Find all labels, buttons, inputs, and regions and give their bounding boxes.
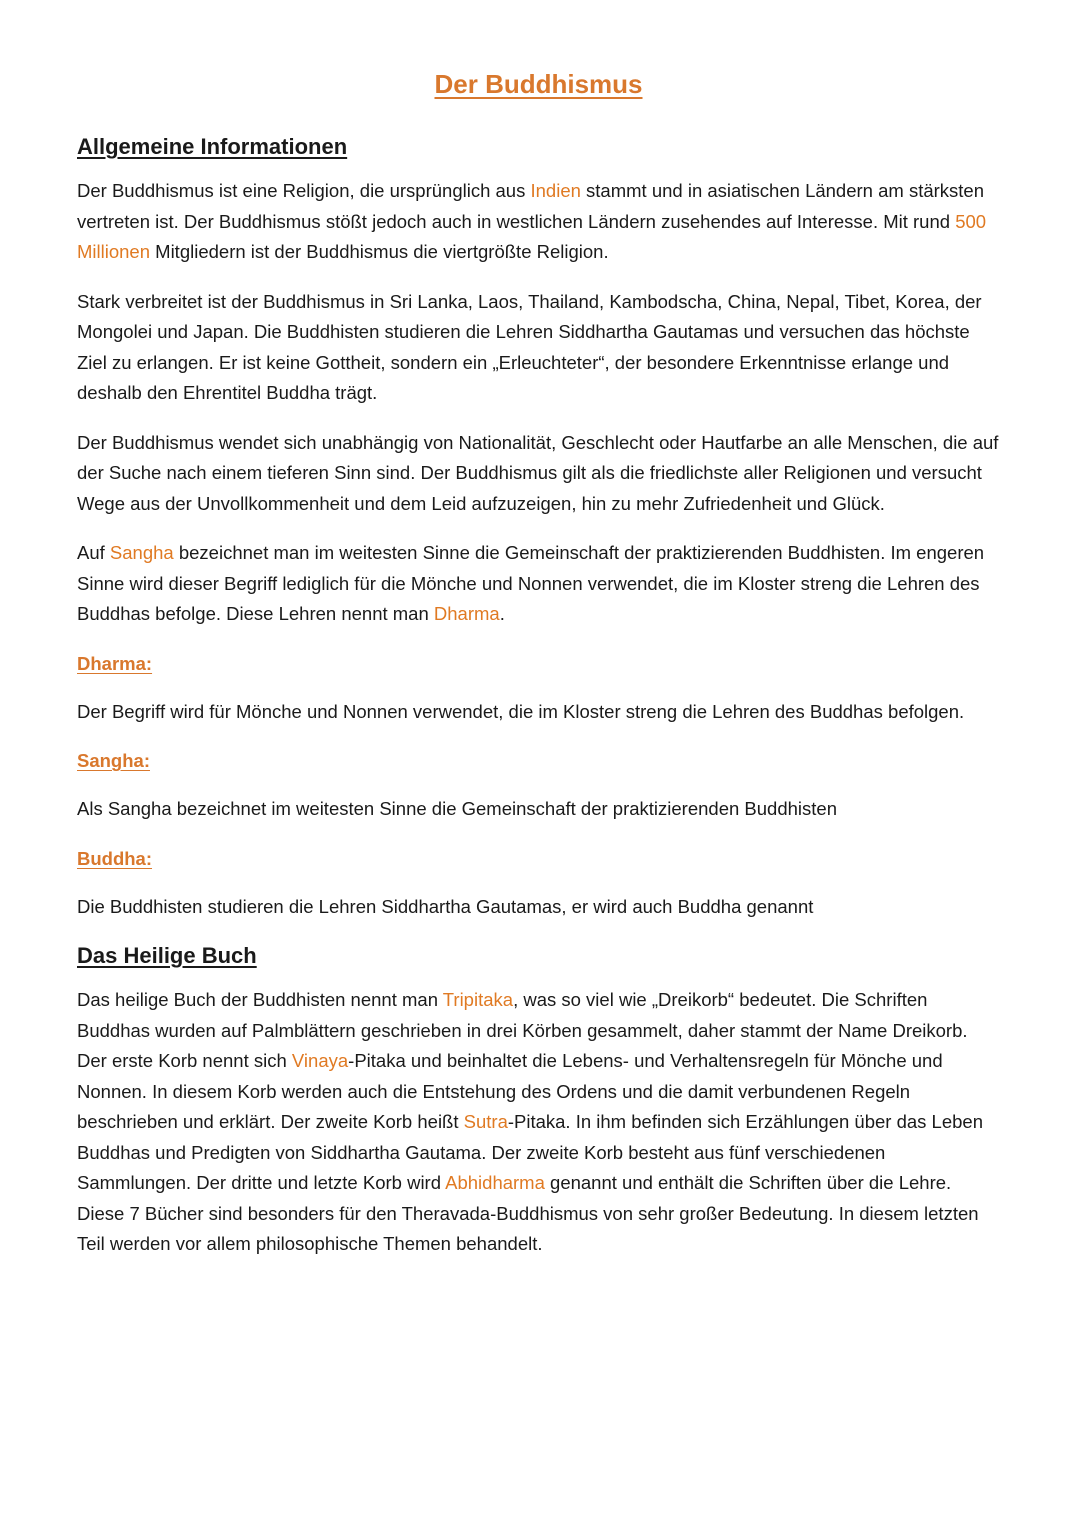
- highlight-500-millionen: 500 Millionen: [77, 210, 987, 262]
- highlight-sutra: Sutra: [463, 1111, 508, 1132]
- highlight-sangha: Sangha: [109, 542, 174, 563]
- highlight-dharma: Dharma: [433, 603, 500, 624]
- highlight-indien: Indien: [530, 180, 581, 201]
- section-heading-holy-book: Das Heilige Buch: [77, 943, 257, 968]
- term-buddha-definition: Die Buddhisten studieren die Lehren Siddhartha Gautamas, er wird auch Buddha genannt: [77, 895, 814, 917]
- highlight-tripitaka: Tripitaka: [442, 989, 514, 1010]
- term-dharma-definition: Der Begriff wird für Mönche und Nonnen verwendet, die im Kloster streng die Lehren des Buddhas befolgen.: [77, 700, 965, 722]
- term-dharma: Dharma:: [77, 652, 153, 674]
- paragraph-tripitaka: Das heilige Buch der Buddhisten nennt man Tripitaka, was so viel wie „Dreikorb“ bedeutet. Die Schriften Buddhas wurden auf Palmblättern geschrieben in drei Körben gesammelt, daher stammt der Name Dreikorb. Der erste Korb nennt sich Vinaya-Pitaka und beinhaltet die Lebens- und Verhaltensregeln für Mönche und Nonnen. In diesem Korb werden auch die Entstehung des Ordens und die damit verbundenen Regeln beschrieben und erklärt. Der zweite Korb heißt Sutra-Pitaka. In ihm befinden sich Erzählungen über das Leben Buddhas und Predigten von Siddhartha Gautama. Der zweite Korb besteht aus fünf verschiedenen Sammlungen. Der dritte und letzte Korb wird Abhidharma genannt und enthält die Schriften über die Lehre. Diese 7 Bücher sind besonders für den Theravada-Buddhismus von sehr großer Bedeutung. In diesem letzten Teil werden vor allem philosophische Themen behandelt.: [77, 989, 983, 1254]
- paragraph-distribution: Stark verbreitet ist der Buddhismus in Sri Lanka, Laos, Thailand, Kambodscha, China, Nepal, Tibet, Korea, der Mongolei und Japan. Die Buddhisten studieren die Lehren Siddhartha Gautamas und versuchen das höchste Ziel zu erlangen. Er ist keine Gottheit, sondern ein „Erleuchteter“, der besondere Erkenntnisse erlange und deshalb den Ehrentitel Buddha trägt.: [77, 290, 982, 403]
- document-title: Der Buddhismus: [434, 69, 643, 99]
- highlight-vinaya: Vinaya: [291, 1050, 349, 1071]
- paragraph-intro: Der Buddhismus ist eine Religion, die ursprünglich aus Indien stammt und in asiatischen Ländern am stärksten vertreten ist. Der Buddhismus stößt jedoch auch in westlichen Ländern zusehendes auf Interesse. Mit rund 500 Millionen Mitgliedern ist der Buddhismus die viertgrößte Religion.: [77, 180, 987, 262]
- paragraph-universal: Der Buddhismus wendet sich unabhängig von Nationalität, Geschlecht oder Hautfarbe an alle Menschen, die auf der Suche nach einem tieferen Sinn sind. Der Buddhismus gilt als die friedlichste aller Religionen und versucht Wege aus der Unvollkommenheit und dem Leid aufzuzeigen, hin zu mehr Zufriedenheit und Glück.: [77, 431, 999, 514]
- paragraph-sangha: Auf Sangha bezeichnet man im weitesten Sinne die Gemeinschaft der praktizierenden Buddhisten. Im engeren Sinne wird dieser Begriff lediglich für die Mönche und Nonnen verwendet, die im Kloster streng die Lehren des Buddhas befolge. Diese Lehren nennt man Dharma.: [77, 542, 985, 624]
- term-buddha: Buddha:: [77, 847, 153, 869]
- highlight-abhidharma: Abhidharma: [445, 1172, 545, 1193]
- term-sangha-definition: Als Sangha bezeichnet im weitesten Sinne die Gemeinschaft der praktizierenden Buddhisten: [77, 798, 837, 819]
- term-sangha: Sangha:: [77, 750, 150, 771]
- section-heading-general: Allgemeine Informationen: [77, 134, 348, 159]
